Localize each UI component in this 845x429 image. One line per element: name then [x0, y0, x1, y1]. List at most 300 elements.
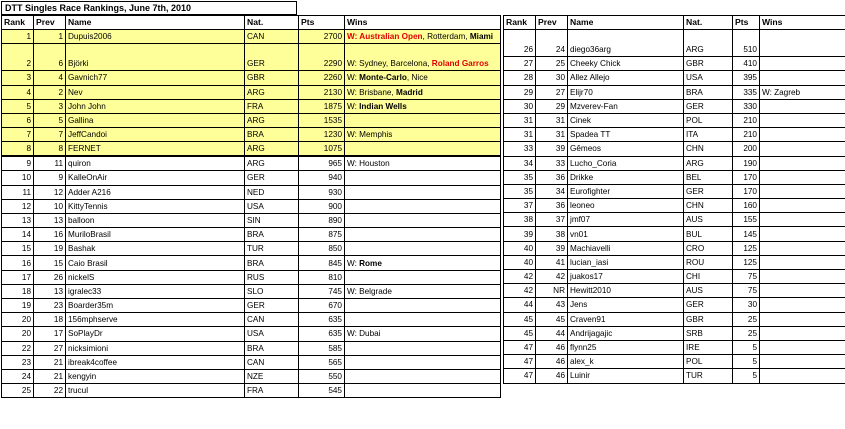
- table-row: [504, 113, 845, 127]
- pts-cell: 200: [733, 142, 760, 156]
- pts-cell: 1075: [299, 142, 345, 157]
- wins-cell: [345, 213, 501, 227]
- pts-cell: 25: [733, 326, 760, 340]
- win-segment: W: Memphis: [347, 130, 393, 140]
- table-row: [2, 113, 501, 127]
- prev-cell: 27: [34, 341, 66, 355]
- rank-cell: 29: [504, 85, 536, 99]
- wins-cell: [345, 384, 501, 398]
- pts-cell: 5: [733, 340, 760, 354]
- table-row: [504, 30, 845, 57]
- win-segment: Miami: [469, 32, 494, 42]
- name-cell: SoPlayDr: [66, 327, 245, 341]
- col-name-header: Name: [568, 16, 684, 30]
- pts-cell: 585: [299, 341, 345, 355]
- prev-cell: 38: [536, 227, 568, 241]
- table-row: [504, 156, 845, 170]
- wins-cell: [345, 369, 501, 383]
- prev-cell: 31: [536, 128, 568, 142]
- table-row: [504, 199, 845, 213]
- name-cell: Drikke: [568, 170, 684, 184]
- win-segment: W: Houston: [347, 159, 390, 169]
- col-rank-header: Rank: [2, 16, 34, 30]
- prev-cell: 23: [34, 299, 66, 313]
- nat-cell: GER: [245, 44, 299, 71]
- rank-cell: 35: [504, 184, 536, 198]
- nat-cell: BEL: [684, 170, 733, 184]
- win-segment: Madrid: [396, 87, 423, 97]
- name-cell: Caio Brasil: [66, 256, 245, 270]
- wins-cell: [760, 213, 845, 227]
- rank-cell: 14: [2, 228, 34, 242]
- win-segment: W: Australian Open: [347, 32, 423, 42]
- nat-cell: BUL: [684, 227, 733, 241]
- pts-cell: 75: [733, 284, 760, 298]
- table-row: [504, 184, 845, 198]
- prev-cell: 24: [536, 30, 568, 57]
- prev-cell: 27: [536, 85, 568, 99]
- wins-cell: [345, 228, 501, 242]
- name-cell: Craven91: [568, 312, 684, 326]
- pts-cell: 510: [733, 30, 760, 57]
- wins-cell: [345, 30, 501, 44]
- wins-cell: [345, 85, 501, 99]
- sheet-title: DTT Singles Race Rankings, June 7th, 2010: [1, 1, 297, 15]
- rank-cell: 7: [2, 128, 34, 142]
- win-segment: Roland Garros: [431, 59, 489, 69]
- nat-cell: GER: [684, 298, 733, 312]
- pts-cell: 900: [299, 199, 345, 213]
- col-pts-header: Pts: [733, 16, 760, 30]
- name-cell: juakos17: [568, 270, 684, 284]
- pts-cell: 810: [299, 270, 345, 284]
- name-cell: Lucho_Coria: [568, 156, 684, 170]
- pts-cell: 635: [299, 327, 345, 341]
- table-row: [504, 170, 845, 184]
- table-row: [504, 57, 845, 71]
- prev-cell: 10: [34, 199, 66, 213]
- table-row: [2, 299, 501, 313]
- table-row: [2, 313, 501, 327]
- rank-cell: 20: [2, 313, 34, 327]
- nat-cell: CRO: [684, 241, 733, 255]
- prev-cell: 46: [536, 340, 568, 354]
- col-nat-header: Nat.: [245, 16, 299, 30]
- wins-cell: [760, 99, 845, 113]
- rank-cell: 28: [504, 71, 536, 85]
- pts-cell: 635: [299, 313, 345, 327]
- name-cell: Luinir: [568, 369, 684, 383]
- name-cell: Björki: [66, 44, 245, 71]
- table-row: [2, 185, 501, 199]
- wins-cell: [760, 284, 845, 298]
- wins-cell: [760, 369, 845, 383]
- name-cell: ibreak4coffee: [66, 355, 245, 369]
- wins-cell: [345, 128, 501, 142]
- col-prev-header: Prev: [34, 16, 66, 30]
- table-row: [504, 241, 845, 255]
- pts-cell: 670: [299, 299, 345, 313]
- pts-cell: 850: [299, 242, 345, 256]
- wins-cell: [345, 355, 501, 369]
- rank-cell: 10: [2, 171, 34, 185]
- table-row: [504, 340, 845, 354]
- wins-cell: [760, 57, 845, 71]
- nat-cell: CAN: [245, 355, 299, 369]
- rank-cell: 26: [504, 30, 536, 57]
- wins-cell: [760, 241, 845, 255]
- name-cell: Andrijagajic: [568, 326, 684, 340]
- nat-cell: AUS: [684, 284, 733, 298]
- name-cell: quiron: [66, 156, 245, 171]
- prev-cell: 3: [34, 99, 66, 113]
- table-row: [2, 242, 501, 256]
- rank-cell: 11: [2, 185, 34, 199]
- table-row: [2, 384, 501, 398]
- name-cell: Bashak: [66, 242, 245, 256]
- pts-cell: 170: [733, 170, 760, 184]
- table-row: [2, 284, 501, 298]
- name-cell: Gavnich77: [66, 71, 245, 85]
- prev-cell: 37: [536, 213, 568, 227]
- prev-cell: 36: [536, 170, 568, 184]
- wins-cell: [345, 299, 501, 313]
- wins-cell: [345, 171, 501, 185]
- nat-cell: TUR: [245, 242, 299, 256]
- rankings-table-right: [503, 15, 845, 384]
- rank-cell: 13: [2, 213, 34, 227]
- table-row: [504, 213, 845, 227]
- prev-cell: 22: [34, 384, 66, 398]
- name-cell: MuriloBrasil: [66, 228, 245, 242]
- nat-cell: BRA: [245, 228, 299, 242]
- wins-cell: W: Zagreb: [760, 85, 845, 99]
- pts-cell: 170: [733, 184, 760, 198]
- rank-cell: 27: [504, 57, 536, 71]
- wins-cell: [760, 184, 845, 198]
- pts-cell: 335: [733, 85, 760, 99]
- pts-cell: 2260: [299, 71, 345, 85]
- rank-cell: 16: [2, 256, 34, 270]
- nat-cell: GER: [684, 99, 733, 113]
- win-segment: W:: [347, 258, 360, 268]
- col-wins-header: Wins: [760, 16, 845, 30]
- wins-cell: [345, 142, 501, 157]
- pts-cell: 1535: [299, 113, 345, 127]
- prev-cell: 21: [34, 369, 66, 383]
- rank-cell: 22: [2, 341, 34, 355]
- wins-cell: [345, 256, 501, 270]
- table-row: [2, 128, 501, 142]
- nat-cell: ARG: [245, 142, 299, 157]
- rank-cell: 9: [2, 156, 34, 171]
- prev-cell: 2: [34, 85, 66, 99]
- pts-cell: 875: [299, 228, 345, 242]
- table-row: [2, 156, 501, 171]
- nat-cell: ARG: [245, 113, 299, 127]
- wins-cell: [760, 270, 845, 284]
- rank-cell: 45: [504, 312, 536, 326]
- nat-cell: CAN: [245, 30, 299, 44]
- nat-cell: BRA: [684, 85, 733, 99]
- table-row: [2, 256, 501, 270]
- rank-cell: 24: [2, 369, 34, 383]
- wins-cell: [760, 312, 845, 326]
- pts-cell: 210: [733, 128, 760, 142]
- name-cell: Dupuis2006: [66, 30, 245, 44]
- rank-cell: 38: [504, 213, 536, 227]
- wins-cell: [345, 99, 501, 113]
- pts-cell: 565: [299, 355, 345, 369]
- prev-cell: 36: [536, 199, 568, 213]
- nat-cell: CHN: [684, 199, 733, 213]
- name-cell: igralec33: [66, 284, 245, 298]
- rankings-table-left: [1, 15, 501, 398]
- rank-cell: 45: [504, 326, 536, 340]
- pts-cell: 75: [733, 270, 760, 284]
- rank-cell: 42: [504, 284, 536, 298]
- prev-cell: 39: [536, 241, 568, 255]
- pts-cell: 2700: [299, 30, 345, 44]
- wins-cell: [760, 326, 845, 340]
- pts-cell: 210: [733, 113, 760, 127]
- rank-cell: 30: [504, 99, 536, 113]
- name-cell: KalleOnAir: [66, 171, 245, 185]
- nat-cell: SLO: [245, 284, 299, 298]
- table-row: [504, 369, 845, 383]
- name-cell: nickelS: [66, 270, 245, 284]
- rank-cell: 6: [2, 113, 34, 127]
- nat-cell: POL: [684, 355, 733, 369]
- name-cell: Gêmeos: [568, 142, 684, 156]
- wins-cell: [345, 313, 501, 327]
- nat-cell: USA: [245, 199, 299, 213]
- nat-cell: GER: [684, 184, 733, 198]
- nat-cell: ROU: [684, 255, 733, 269]
- name-cell: Mzverev-Fan: [568, 99, 684, 113]
- table-row: [2, 44, 501, 71]
- nat-cell: GBR: [684, 57, 733, 71]
- prev-cell: 13: [34, 284, 66, 298]
- prev-cell: 39: [536, 142, 568, 156]
- name-cell: Hewitt2010: [568, 284, 684, 298]
- prev-cell: 17: [34, 327, 66, 341]
- name-cell: Adder A216: [66, 185, 245, 199]
- nat-cell: ARG: [245, 156, 299, 171]
- table-row: [504, 312, 845, 326]
- table-row: [504, 326, 845, 340]
- nat-cell: GBR: [684, 312, 733, 326]
- rank-cell: 31: [504, 128, 536, 142]
- col-nat-header: Nat.: [684, 16, 733, 30]
- nat-cell: USA: [684, 71, 733, 85]
- pts-cell: 930: [299, 185, 345, 199]
- name-cell: Nev: [66, 85, 245, 99]
- nat-cell: GER: [245, 171, 299, 185]
- table-row: [504, 85, 845, 99]
- rank-cell: 34: [504, 156, 536, 170]
- name-cell: Boarder35m: [66, 299, 245, 313]
- prev-cell: 1: [34, 30, 66, 44]
- prev-cell: 26: [34, 270, 66, 284]
- rank-cell: 12: [2, 199, 34, 213]
- table-row: [2, 30, 501, 44]
- table-row: [504, 255, 845, 269]
- pts-cell: 2130: [299, 85, 345, 99]
- nat-cell: BRA: [245, 341, 299, 355]
- rank-cell: 19: [2, 299, 34, 313]
- rank-cell: 40: [504, 255, 536, 269]
- pts-cell: 155: [733, 213, 760, 227]
- table-row: [2, 99, 501, 113]
- rank-cell: 47: [504, 355, 536, 369]
- wins-cell: [345, 113, 501, 127]
- rank-cell: 20: [2, 327, 34, 341]
- prev-cell: 25: [536, 57, 568, 71]
- pts-cell: 745: [299, 284, 345, 298]
- name-cell: Cinek: [568, 113, 684, 127]
- rank-cell: 47: [504, 369, 536, 383]
- nat-cell: NED: [245, 185, 299, 199]
- pts-cell: 145: [733, 227, 760, 241]
- nat-cell: GER: [245, 299, 299, 313]
- name-cell: Jens: [568, 298, 684, 312]
- name-cell: Allez Allejo: [568, 71, 684, 85]
- win-segment: W:: [347, 73, 360, 83]
- name-cell: balloon: [66, 213, 245, 227]
- name-cell: jmf07: [568, 213, 684, 227]
- win-segment: Rome: [359, 258, 382, 268]
- prev-cell: 7: [34, 128, 66, 142]
- table-row: [504, 355, 845, 369]
- win-segment: , Nice: [406, 73, 428, 83]
- pts-cell: 410: [733, 57, 760, 71]
- pts-cell: 395: [733, 71, 760, 85]
- win-segment: Monte-Carlo: [359, 73, 407, 83]
- table-row: [2, 270, 501, 284]
- nat-cell: ARG: [684, 30, 733, 57]
- prev-cell: 19: [34, 242, 66, 256]
- wins-cell: [760, 170, 845, 184]
- col-name-header: Name: [66, 16, 245, 30]
- win-segment: Indian Wells: [359, 101, 407, 111]
- table-row: [504, 270, 845, 284]
- rank-cell: 47: [504, 340, 536, 354]
- col-prev-header: Prev: [536, 16, 568, 30]
- win-segment: W: Sydney, Barcelona,: [347, 59, 432, 69]
- wins-cell: [345, 156, 501, 171]
- wins-cell: [760, 298, 845, 312]
- pts-cell: 545: [299, 384, 345, 398]
- wins-cell: [760, 71, 845, 85]
- nat-cell: ARG: [684, 156, 733, 170]
- rank-cell: 5: [2, 99, 34, 113]
- pts-cell: 30: [733, 298, 760, 312]
- rank-cell: 42: [504, 270, 536, 284]
- table-row: [2, 369, 501, 383]
- wins-cell: [760, 128, 845, 142]
- wins-cell: [345, 242, 501, 256]
- prev-cell: 30: [536, 71, 568, 85]
- pts-cell: 25: [733, 312, 760, 326]
- name-cell: diego36arg: [568, 30, 684, 57]
- prev-cell: 18: [34, 313, 66, 327]
- nat-cell: CHI: [684, 270, 733, 284]
- name-cell: 156mphserve: [66, 313, 245, 327]
- pts-cell: 890: [299, 213, 345, 227]
- wins-cell: [345, 199, 501, 213]
- table-row: [2, 327, 501, 341]
- prev-cell: 8: [34, 142, 66, 157]
- rank-cell: 3: [2, 71, 34, 85]
- rank-cell: 1: [2, 30, 34, 44]
- nat-cell: TUR: [684, 369, 733, 383]
- win-segment: W: Dubai: [347, 329, 381, 339]
- name-cell: nicksimioni: [66, 341, 245, 355]
- rank-cell: 25: [2, 384, 34, 398]
- prev-cell: 41: [536, 255, 568, 269]
- prev-cell: 44: [536, 326, 568, 340]
- table-row: [504, 227, 845, 241]
- nat-cell: BRA: [245, 128, 299, 142]
- name-cell: alex_k: [568, 355, 684, 369]
- table-row: [504, 284, 845, 298]
- nat-cell: SIN: [245, 213, 299, 227]
- win-segment: W: Brisbane,: [347, 87, 396, 97]
- col-pts-header: Pts: [299, 16, 345, 30]
- name-cell: KittyTennis: [66, 199, 245, 213]
- rank-cell: 33: [504, 142, 536, 156]
- pts-cell: 5: [733, 369, 760, 383]
- col-rank-header: Rank: [504, 16, 536, 30]
- name-cell: trucul: [66, 384, 245, 398]
- nat-cell: AUS: [684, 213, 733, 227]
- nat-cell: CAN: [245, 313, 299, 327]
- rank-cell: 35: [504, 170, 536, 184]
- pts-cell: 125: [733, 255, 760, 269]
- name-cell: FERNET: [66, 142, 245, 157]
- prev-cell: 46: [536, 355, 568, 369]
- pts-cell: 5: [733, 355, 760, 369]
- rank-cell: 8: [2, 142, 34, 157]
- name-cell: leoneo: [568, 199, 684, 213]
- rank-cell: 4: [2, 85, 34, 99]
- prev-cell: 16: [34, 228, 66, 242]
- pts-cell: 1875: [299, 99, 345, 113]
- table-row: [2, 171, 501, 185]
- prev-cell: 15: [34, 256, 66, 270]
- header-row: [2, 16, 501, 30]
- wins-cell: [760, 340, 845, 354]
- prev-cell: 12: [34, 185, 66, 199]
- wins-cell: [345, 327, 501, 341]
- rank-cell: 40: [504, 241, 536, 255]
- prev-cell: 6: [34, 44, 66, 71]
- name-cell: JeffCandoi: [66, 128, 245, 142]
- prev-cell: 21: [34, 355, 66, 369]
- wins-cell: [760, 30, 845, 57]
- prev-cell: 42: [536, 270, 568, 284]
- name-cell: lucian_iasi: [568, 255, 684, 269]
- nat-cell: FRA: [245, 99, 299, 113]
- wins-cell: [760, 142, 845, 156]
- name-cell: Eurofighter: [568, 184, 684, 198]
- win-segment: W:: [347, 101, 360, 111]
- wins-cell: [345, 341, 501, 355]
- prev-cell: 5: [34, 113, 66, 127]
- prev-cell: 9: [34, 171, 66, 185]
- name-cell: John John: [66, 99, 245, 113]
